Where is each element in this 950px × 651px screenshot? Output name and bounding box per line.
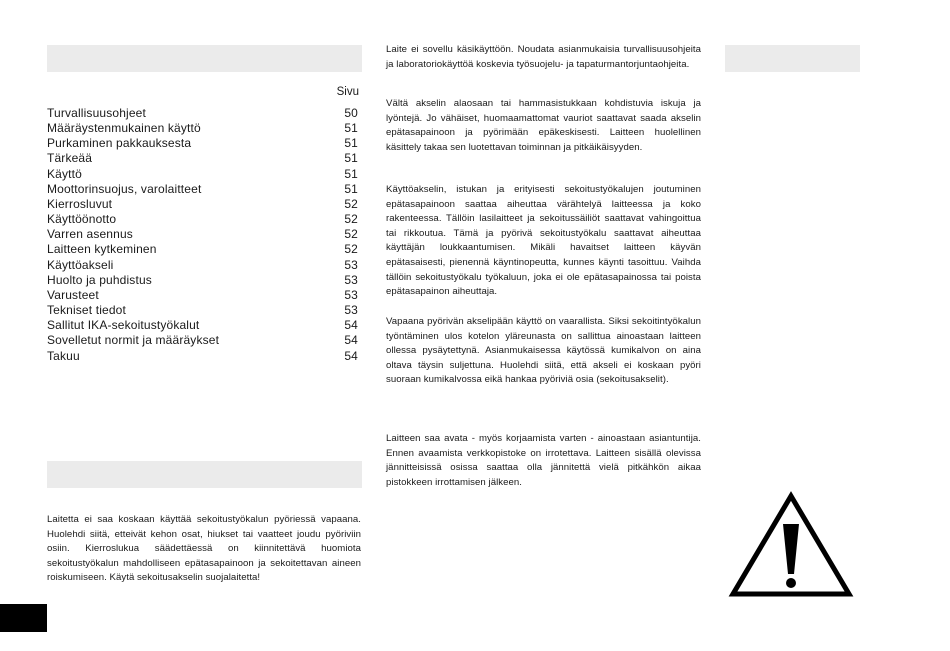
safety-paragraph-1: Laite ei sovellu käsikäyttöön. Noudata asianmukaisia turvallisuusohjeita ja laboratoriokäyttöä koskevia työsuojelu- ja tapaturmantorjuntaohjeita. xyxy=(386,44,701,70)
toc-entry xyxy=(47,227,358,242)
toc-entry-page: 51 xyxy=(344,181,358,196)
toc-entry xyxy=(47,333,358,348)
toc-entry-title: Määräystenmukainen käyttö xyxy=(47,121,201,136)
toc-entry-page: 52 xyxy=(344,212,358,227)
toc-entry-page: 52 xyxy=(344,196,358,211)
toc-entry-title: Turvallisuusohjeet xyxy=(47,106,146,120)
toc-entry-title: Sovelletut normit ja määräykset xyxy=(47,333,220,348)
toc-entry xyxy=(47,258,358,273)
toc-entry xyxy=(47,182,358,197)
toc-entry-page: 53 xyxy=(344,272,358,287)
toc-entry-title: Tekniset tiedot xyxy=(47,303,126,318)
toc-entry xyxy=(47,349,358,364)
toc-entry-title: Varusteet xyxy=(47,287,99,302)
toc-entry-title: Varren asennus xyxy=(47,227,133,242)
toc-entry-title: Takuu xyxy=(47,348,80,363)
toc-entry xyxy=(47,136,358,151)
toc-entry xyxy=(47,303,358,318)
toc-entry xyxy=(47,288,358,303)
toc-entry xyxy=(47,121,358,136)
toc-entry-page: 53 xyxy=(344,303,358,318)
toc-entry-page: 53 xyxy=(344,257,358,272)
toc-entry xyxy=(47,242,358,257)
toc-entry-page: 51 xyxy=(344,136,358,151)
toc-entry-page: 52 xyxy=(344,242,358,257)
warning-triangle-icon xyxy=(727,490,855,600)
toc-entry xyxy=(47,197,358,212)
toc-entry-page: 54 xyxy=(344,348,358,363)
toc-entry-title: Moottorinsuojus, varolaitteet xyxy=(47,181,202,196)
toc-entry-title: Huolto ja puhdistus xyxy=(47,272,152,287)
toc-entry-title: Käyttöakseli xyxy=(47,257,114,272)
page-edge-tab xyxy=(0,604,47,632)
safety-paragraph-5: Laitteen saa avata - myös korjaamista varten - ainoastaan asiantuntija. Ennen avaamista verkkopistoke on irrotettava. Laitteen sisällä olevissa jännitteisissä osissa saattaa olla jännitettä vielä pitkähkön aikaa pistokkeen irrottamisen jälkeen. xyxy=(386,433,701,488)
toc-entry xyxy=(47,106,358,121)
table-of-contents xyxy=(47,106,358,364)
toc-entry xyxy=(47,151,358,166)
toc-entry-page: 53 xyxy=(344,287,358,302)
toc-entry-title: Laitteen kytkeminen xyxy=(47,242,157,257)
toc-entry-page: 50 xyxy=(344,106,358,120)
toc-entry-title: Käyttöönotto xyxy=(47,212,117,227)
toc-entry-title: Käyttö xyxy=(47,166,82,181)
safety-intro-paragraph: Laitetta ei saa koskaan käyttää sekoitustyökalun pyöriessä vapaana. Huolehdi siitä, etteivät kehon osat, hiukset tai vaatteet joudu pyöriviin osiin. Kierroslukua säädettäessä on kiinnitettävä huomiota sekoitustyökalun mahdolliseen epätasapainoon ja sekoitettavan aineen roiskumiseen. Käytä sekoitusakselin suojalaitetta! xyxy=(47,514,361,584)
toc-entry xyxy=(47,273,358,288)
toc-entry-title: Sallitut IKA-sekoitustyökalut xyxy=(47,318,200,333)
safety-header-bar xyxy=(47,461,362,488)
toc-entry xyxy=(47,318,358,333)
right-header-bar xyxy=(725,45,860,72)
toc-entry-title: Tärkeää xyxy=(47,151,93,166)
toc-header-bar xyxy=(47,45,362,72)
toc-entry-page: 51 xyxy=(344,166,358,181)
toc-entry-page: 52 xyxy=(344,227,358,242)
safety-paragraph-4: Vapaana pyörivän akselipään käyttö on vaarallista. Siksi sekoitintyökalun työntäminen ulos kotelon yläreunasta on sallittua ainoastaan laitteen ollessa pysäytettynä. Asianmukaisessa käytössä kumikalvon on aina oltava täysin suljettuna. Huolehdi siitä, että akseli ei koskaan pyöri suoraan kumikalvossa eikä hankaa pyöriviä osia (sekoitusakselit). xyxy=(386,316,701,386)
toc-entry-page: 54 xyxy=(344,318,358,333)
toc-entry xyxy=(47,167,358,182)
toc-entry-page: 51 xyxy=(344,121,358,136)
safety-paragraph-3: Käyttöakselin, istukan ja erityisesti sekoitustyökalujen joutuminen epätasapainoon saattaa aiheuttaa värähtelyä laitteessa ja koko rakenteessa. Tällöin lasilaitteet ja sekoitussäiliöt saattavat vahingoittua tai rikkoutua. Tämä ja pyörivä sekoitustyökalu saattavat aiheuttaa käyttäjän loukkaantumisen. Mikäli havaitset laitteen käyvän epätasaisesti, pienennä käyntinopeutta, kunnes käynti tasoittuu. Vaihda tällöin sekoitustyökalu työkaluun, joka ei ole epätasapainossa tai poista epätasapainon aiheuttaja. xyxy=(386,184,701,298)
toc-entry xyxy=(47,212,358,227)
toc-page-column-header: Sivu xyxy=(336,86,359,98)
safety-paragraph-2: Vältä akselin alaosaan tai hammasistukkaan kohdistuvia iskuja ja lyöntejä. Jo vähäiset, huomaamattomat vauriot saattavat saada akselin epätasapainoon ja pyörimään epäkeskisesti. Laitteen huolellinen käsittely takaa sen luotettavan toiminnan ja pitkäikäisyyden. xyxy=(386,98,701,153)
toc-entry-page: 51 xyxy=(344,151,358,166)
toc-entry-title: Kierrosluvut xyxy=(47,196,113,211)
toc-entry-title: Purkaminen pakkauksesta xyxy=(47,136,192,151)
toc-entry-page: 54 xyxy=(344,333,358,348)
